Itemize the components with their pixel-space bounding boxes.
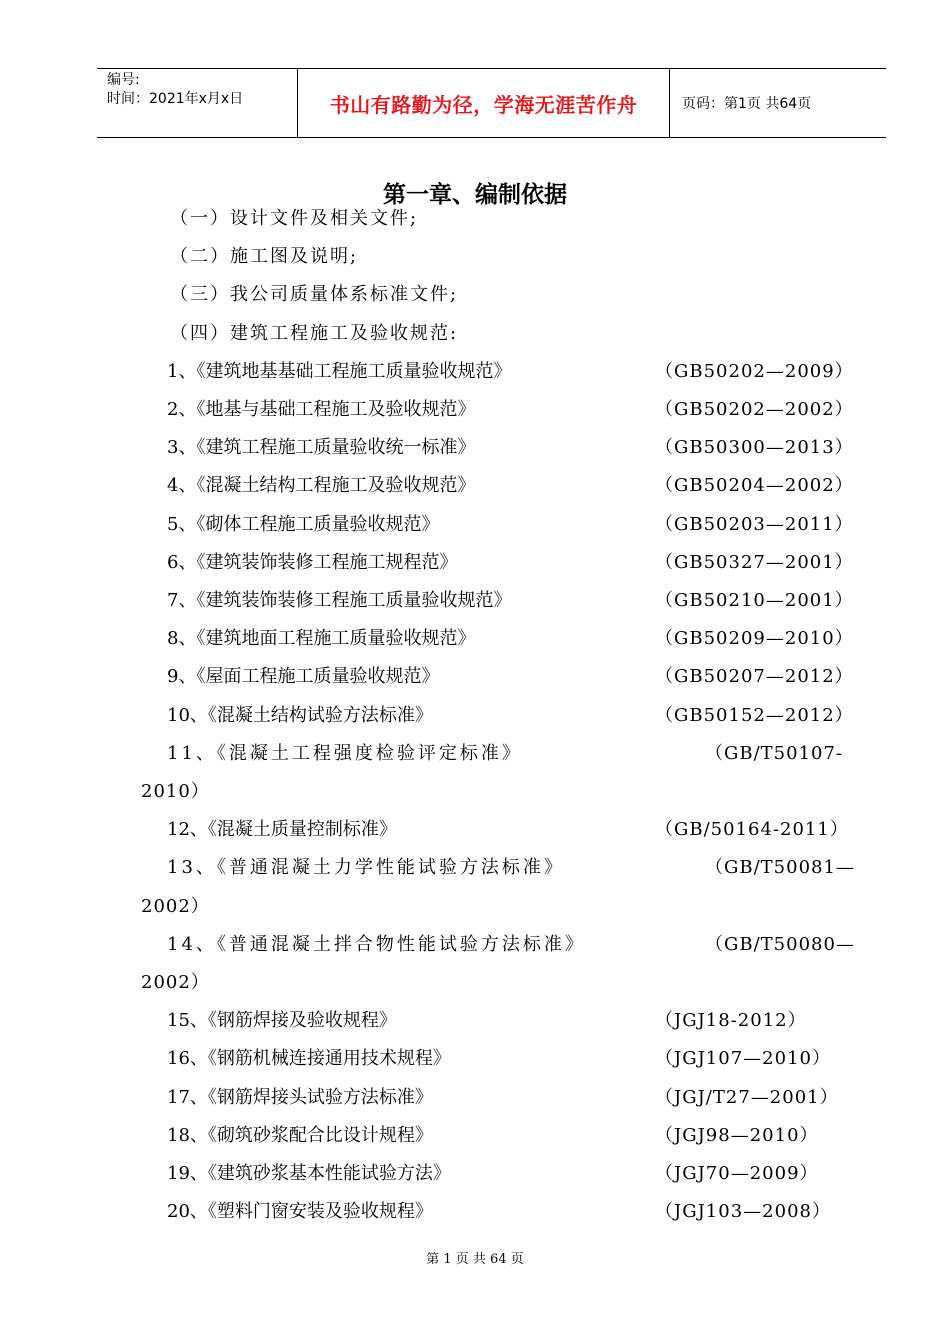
standard-code-continued: 2002） [141,972,210,993]
header-meta [97,69,298,137]
standard-name: 14、《普通混凝土拌合物性能试验方法标准》 [167,933,586,955]
page-footer: 第 1 页 共 64 页 [426,1252,524,1267]
standard-code: （GB50300—2013） [655,437,854,459]
standard-code: （JGJ98—2010） [655,1124,819,1146]
standard-code: （GB50327—2001） [655,551,854,573]
section-heading: （三）我公司质量体系标准文件; [170,284,459,306]
standard-name: 6、《建筑装饰装修工程施工规程范》 [167,551,458,573]
document-time: 时间：2021年x月x日 [107,91,244,107]
section-heading: （四）建筑工程施工及验收规范: [170,322,459,344]
standard-code: （JGJ70—2009） [655,1163,819,1184]
standard-name: 8、《建筑地面工程施工质量验收规范》 [167,628,476,650]
standard-code: （GB/T50080— [705,933,855,955]
standard-name: 19、《建筑砂浆基本性能试验方法》 [167,1163,451,1184]
standard-code: （GB50152—2012） [655,704,854,726]
standard-code: （JGJ18-2012） [655,1010,807,1032]
header-page-info: 页码：第1页 共64页 [682,96,812,112]
standard-name: 5、《砌体工程施工质量验收规范》 [167,513,440,535]
standard-name: 20、《塑料门窗安装及验收规程》 [167,1201,433,1223]
standard-name: 15、《钢筋焊接及验收规程》 [167,1010,397,1032]
standard-code: （GB50203—2011） [655,513,854,535]
standard-code: （GB50209—2010） [655,628,854,650]
standard-code: （GB50210—2001） [655,590,854,611]
standard-code: （GB50202—2009） [655,360,854,382]
standard-code: （GB50207—2012） [655,666,854,688]
header-motto: 书山有路勤为径，学海无涯苦作舟 [298,69,670,137]
standard-code: （JGJ107—2010） [655,1048,831,1070]
standard-name: 11、《混凝土工程强度检验评定标准》 [167,742,523,764]
standard-code: （GB50202—2002） [655,399,854,420]
standard-name: 17、《钢筋焊接头试验方法标准》 [167,1086,433,1108]
standard-code-continued: 2002） [141,895,210,917]
section-heading: （二）施工图及说明; [170,246,359,268]
standard-code: （GB50204—2002） [655,475,854,497]
standard-name: 7、《建筑装饰装修工程施工质量验收规范》 [167,590,512,611]
chapter-title: 第一章、编制依据 [383,182,567,208]
standard-code: （GB/T50107- [705,742,844,764]
standard-name: 12、《混凝土质量控制标准》 [167,819,397,841]
standard-name: 2、《地基与基础工程施工及验收规范》 [167,399,476,420]
standard-code: （GB/T50081— [705,857,855,879]
standard-name: 13、《普通混凝土力学性能试验方法标准》 [167,857,565,879]
standard-name: 3、《建筑工程施工质量验收统一标准》 [167,437,476,459]
standard-name: 16、《钢筋机械连接通用技术规程》 [167,1048,451,1070]
section-heading: （一）设计文件及相关文件; [170,208,419,229]
standard-name: 1、《建筑地基基础工程施工质量验收规范》 [167,360,512,382]
standard-code: （JGJ103—2008） [655,1201,831,1223]
standard-name: 9、《屋面工程施工质量验收规范》 [167,666,440,688]
standard-code-continued: 2010） [141,781,210,802]
standard-code: （JGJ/T27—2001） [655,1086,839,1108]
standard-name: 18、《砌筑砂浆配合比设计规程》 [167,1124,433,1146]
standard-name: 4、《混凝土结构工程施工及验收规范》 [167,475,476,497]
page-header [97,68,886,138]
standard-code: （GB/50164-2011） [655,819,849,841]
standard-name: 10、《混凝土结构试验方法标准》 [167,704,433,726]
document-number-label: 编号: [107,72,140,88]
